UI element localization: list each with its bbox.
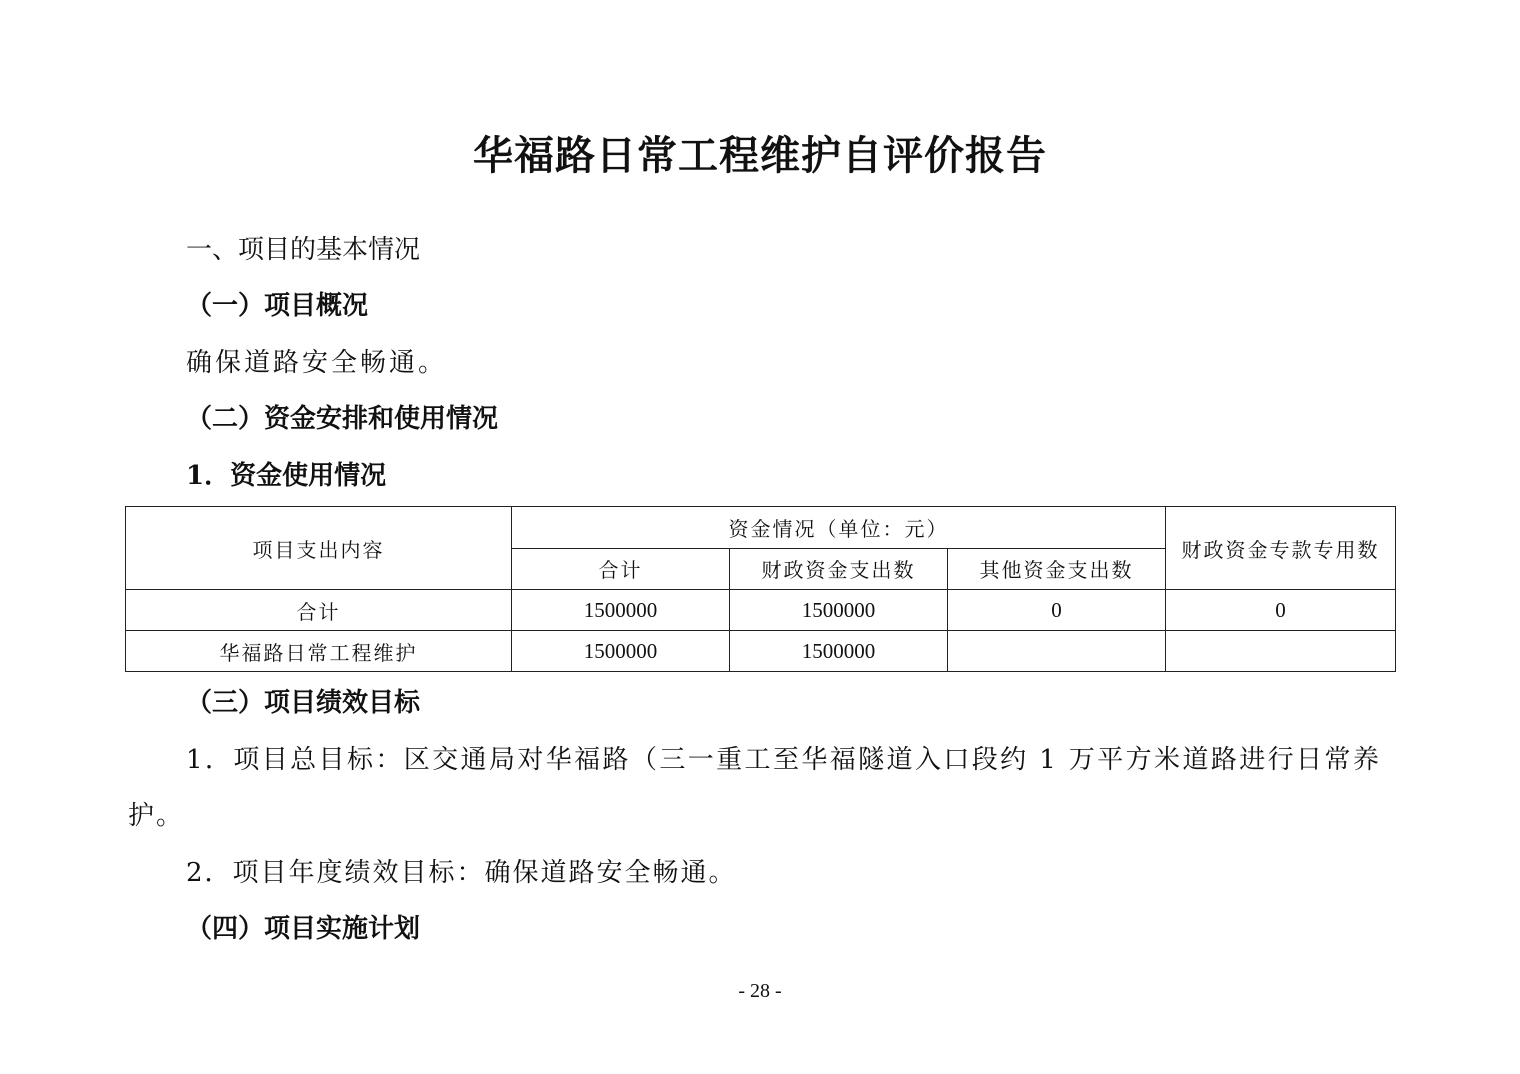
goal-overall-line1: 1．项目总目标：区交通局对华福路（三一重工至华福隧道入口段约 1 万平方米道路进行日常养 [186,745,1382,775]
cell-fiscal: 1500000 [730,631,948,672]
goal-overall-line2: 护。 [128,801,185,831]
funding-table [125,506,1396,672]
document-title: 华福路日常工程维护自评价报告 [473,132,1047,179]
cell-total: 1500000 [512,631,730,672]
cell-other [948,631,1166,672]
funding-usage-heading: 1．资金使用情况 [186,461,387,491]
table-row [126,590,1396,631]
cell-special [1166,631,1396,672]
cell-other: 0 [948,590,1166,631]
section-heading-basic-info: 一、项目的基本情况 [186,235,421,265]
cell-item: 华福路日常工程维护 [126,631,512,672]
subsection-heading-funding: （二）资金安排和使用情况 [186,404,499,434]
subsection-heading-plan: （四）项目实施计划 [186,914,421,944]
page-number: - 28 - [738,980,782,1002]
header-total: 合计 [512,548,730,590]
goal-annual: 2．项目年度绩效目标：确保道路安全畅通。 [186,858,737,888]
header-funding-group: 资金情况（单位：元） [512,507,1166,549]
header-fiscal: 财政资金支出数 [730,548,948,590]
subsection-heading-overview: （一）项目概况 [186,291,369,321]
table-row [126,631,1396,672]
header-other: 其他资金支出数 [948,548,1166,590]
overview-text: 确保道路安全畅通。 [186,348,448,378]
cell-total: 1500000 [512,590,730,631]
subsection-heading-goals: （三）项目绩效目标 [186,688,421,718]
header-item: 项目支出内容 [126,507,512,590]
cell-fiscal: 1500000 [730,590,948,631]
table-header-row [126,507,1396,549]
cell-item: 合计 [126,590,512,631]
header-special: 财政资金专款专用数 [1166,507,1396,590]
cell-special: 0 [1166,590,1396,631]
